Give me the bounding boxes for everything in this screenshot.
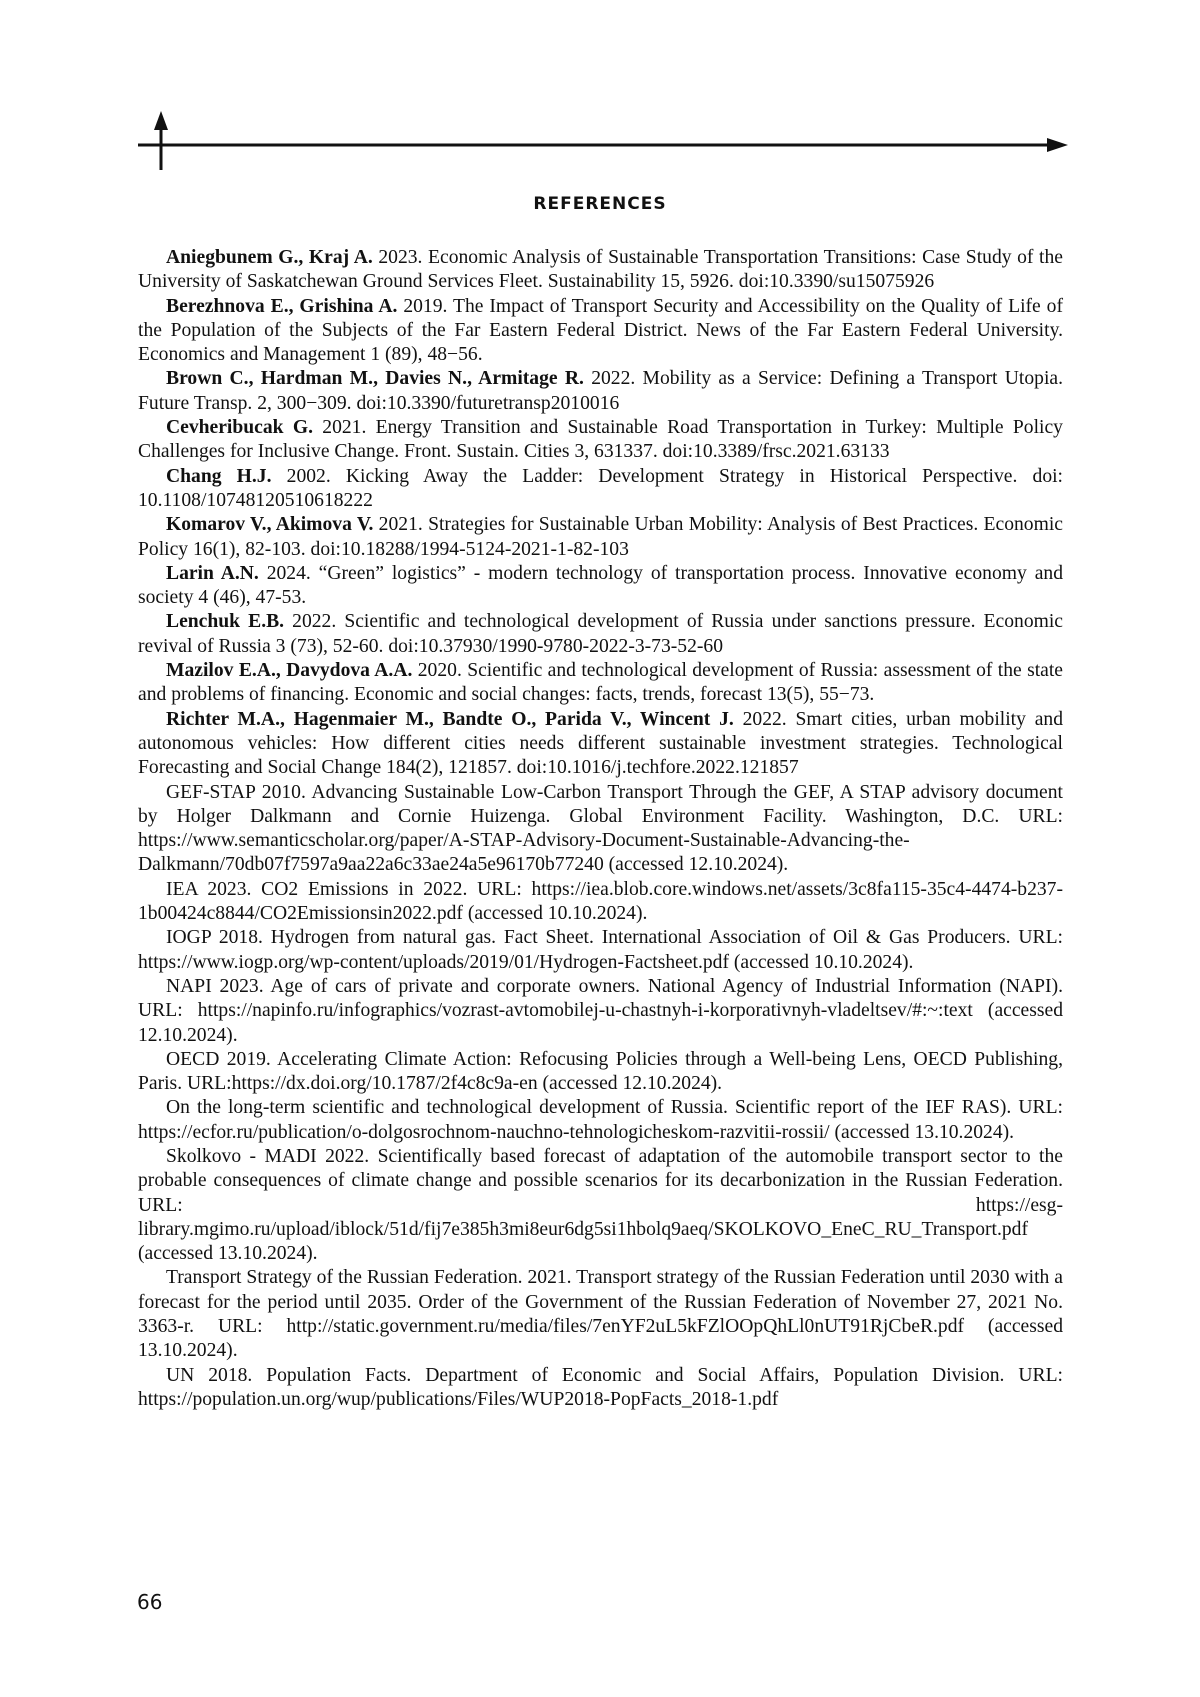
reference-entry	[138, 562, 1063, 611]
reference-entry	[138, 1364, 1063, 1413]
reference-entry	[138, 1048, 1063, 1097]
reference-authors: Komarov V., Akimova V.	[166, 514, 374, 536]
reference-text: NAPI 2023. Age of cars of private and corporate owners. National Agency of Industrial Information (NAPI). URL: https://napinfo.ru/infographics/vozrast-avtomobilej-u-chastnyh-i-korporativnyh-vladeltsev/#:~:text (accessed 12.10.2024).	[138, 975, 1063, 1046]
reference-entry	[138, 610, 1063, 659]
reference-text: OECD 2019. Accelerating Climate Action: Refocusing Policies through a Well-being Lens, OECD Publishing, Paris. URL:https://dx.doi.org/10.1787/2f4c8c9a-en (accessed 12.10.2024).	[138, 1048, 1063, 1095]
reference-entry	[138, 295, 1063, 368]
reference-authors: Larin A.N.	[166, 562, 259, 584]
header-axis-decoration	[0, 0, 1200, 200]
reference-entry	[138, 465, 1063, 514]
reference-text: 2023. Economic Analysis of Sustainable Transportation Transitions: Case Study of the University of Saskatchewan Ground Services Fleet. Sustainability 15, 5926. doi:10.3390/su15075926	[138, 247, 1063, 293]
reference-text: 2021. Energy Transition and Sustainable Road Transportation in Turkey: Multiple Policy Challenges for Inclusive Change. Front. Sustain. Cities 3, 631337. doi:10.3389/frsc.2021.63133	[138, 417, 1063, 463]
reference-list	[138, 246, 1063, 1412]
vertical-arrow-icon	[154, 111, 168, 170]
reference-text: GEF-STAP 2010. Advancing Sustainable Low-Carbon Transport Through the GEF, A STAP advisory document by Holger Dalkmann and Cornie Huizenga. Global Environment Facility. Washington, D.C. URL: https://www.semanticscholar.org/paper/A-STAP-Advisory-Document-Sustainable-Advancing-the-Dalkmann/70db07f7597a9aa22a6c33ae24a5e96170b77240 (accessed 12.10.2024).	[138, 781, 1063, 876]
reference-entry	[138, 513, 1063, 562]
reference-entry	[138, 367, 1063, 416]
reference-entry	[138, 975, 1063, 1048]
page-title: REFERENCES	[533, 194, 667, 214]
reference-entry	[138, 1145, 1063, 1266]
reference-text: 2019. The Impact of Transport Security and Accessibility on the Quality of Life of the Population of the Subjects of the Far Eastern Federal District. News of the Far Eastern Federal University. Economics and Management 1 (89), 48−56.	[138, 295, 1063, 366]
reference-entry	[138, 1266, 1063, 1363]
reference-authors: Lenchuk E.B.	[166, 611, 285, 633]
reference-entry	[138, 708, 1063, 781]
reference-text: 2020. Scientific and technological development of Russia: assessment of the state and problems of financing. Economic and social changes: facts, trends, forecast 13(5), 55−73.	[138, 660, 1064, 706]
reference-entry	[138, 926, 1063, 975]
reference-entry	[138, 246, 1063, 295]
reference-entry	[138, 659, 1063, 708]
reference-text: IOGP 2018. Hydrogen from natural gas. Fact Sheet. International Association of Oil & Gas Producers. URL: https://www.iogp.org/wp-content/uploads/2019/01/Hydrogen-Factsheet.pdf (accessed 10.10.2024).	[138, 927, 1063, 973]
reference-text: Transport Strategy of the Russian Federation. 2021. Transport strategy of the Russian Federation until 2030 with a forecast for the period until 2035. Order of the Government of the Russian Federation of November 27, 2021 No. 3363-r. URL: http://static.government.ru/media/files/7enYF2uL5kFZlOOpQhLl0nUT91RjCbeR.pdf (accessed 13.10.2024).	[138, 1267, 1063, 1362]
reference-authors: Chang H.J.	[166, 465, 272, 487]
reference-text: UN 2018. Population Facts. Department of Economic and Social Affairs, Population Division. URL: https://population.un.org/wup/publications/Files/WUP2018-PopFacts_2018-1.pdf	[138, 1364, 1063, 1410]
reference-text: Skolkovo - MADI 2022. Scientifically based forecast of adaptation of the automobile transport sector to the probable consequences of climate change and possible scenarios for its decarbonization in the Russian Federation. URL: https://esg-library.mgimo.ru/upload/iblock/51d/fij7e385h3mi8eur6dg5si1hbolq9aeq/SKOLKOVO_EneC_RU_Transport.pdf (accessed 13.10.2024).	[138, 1145, 1063, 1265]
reference-text: IEA 2023. CO2 Emissions in 2022. URL: https://iea.blob.core.windows.net/assets/3c8fa115-35c4-4474-b237-1b00424c8844/CO2Emissionsin2022.pdf (accessed 10.10.2024).	[138, 878, 1063, 925]
reference-entry	[138, 1096, 1063, 1145]
reference-text: 2022. Smart cities, urban mobility and autonomous vehicles: How different cities needs different sustainable investment strategies. Technological Forecasting and Social Change 184(2), 121857. doi:10.1016/j.techfore.2022.121857	[138, 708, 1063, 779]
reference-authors: Aniegbunem G., Kraj A.	[166, 247, 373, 268]
reference-text: 2022. Scientific and technological development of Russia under sanctions pressure. Economic revival of Russia 3 (73), 52-60. doi:10.37930/1990-9780-2022-3-73-52-60	[138, 611, 1063, 657]
reference-entry	[138, 781, 1063, 878]
reference-text: On the long-term scientific and technological development of Russia. Scientific report of the IEF RAS). URL: https://ecfor.ru/publication/o-dolgosrochnom-nauchno-tehnologicheskom-razvitii-rossii/ (accessed 13.10.2024).	[138, 1097, 1063, 1143]
reference-entry	[138, 878, 1063, 927]
reference-text: 2024. “Green” logistics” - modern technology of transportation process. Innovative economy and society 4 (46), 47-53.	[138, 562, 1063, 609]
reference-authors: Richter M.A., Hagenmaier M., Bandte O., Parida V., Wincent J.	[166, 708, 734, 730]
reference-authors: Brown C., Hardman M., Davies N., Armitage R.	[166, 368, 584, 390]
horizontal-arrow-icon	[138, 138, 1068, 152]
reference-authors: Mazilov E.A., Davydova A.A.	[166, 660, 413, 682]
reference-text: 2002. Kicking Away the Ladder: Development Strategy in Historical Perspective. doi: 10.1108/10748120510618222	[138, 465, 1063, 511]
reference-text: 2022. Mobility as a Service: Defining a Transport Utopia. Future Transp. 2, 300−309. doi:10.3390/futuretransp2010016	[138, 368, 1063, 414]
reference-entry	[138, 416, 1063, 465]
reference-authors: Cevheribucak G.	[166, 417, 313, 439]
page-number: 66	[137, 1590, 163, 1614]
reference-text: 2021. Strategies for Sustainable Urban Mobility: Analysis of Best Practices. Economic Policy 16(1), 82-103. doi:10.18288/1994-5124-2021-1-82-103	[138, 514, 1063, 560]
reference-authors: Berezhnova E., Grishina A.	[166, 295, 398, 317]
